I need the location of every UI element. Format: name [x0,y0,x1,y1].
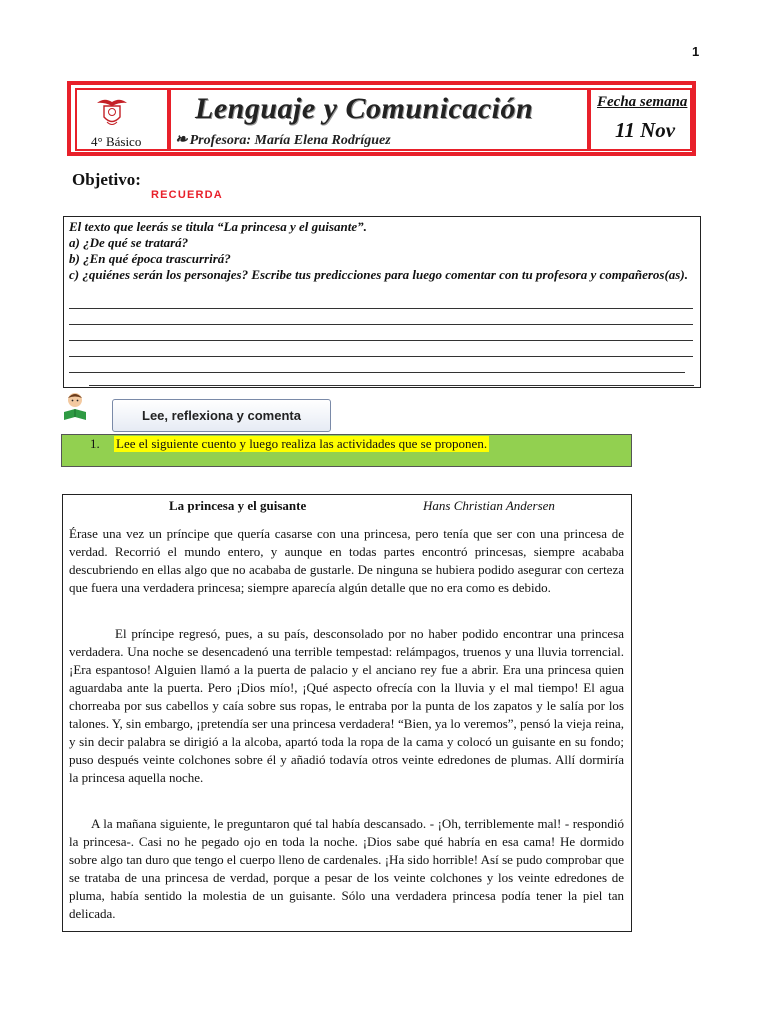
answer-line[interactable] [69,308,693,309]
section-title: Lee, reflexiona y comenta [142,408,301,423]
date-panel [589,88,692,151]
answer-line[interactable] [89,385,694,386]
grade-label: 4° Básico [91,134,142,149]
recuerda-note: RECUERDA [151,189,223,201]
question-a: a) ¿De qué se tratará? [69,235,189,250]
answer-line[interactable] [69,372,685,373]
task-number: 1. [90,436,100,451]
answer-line[interactable] [69,340,693,341]
flourish-icon: ❧ [175,132,188,148]
answer-line[interactable] [69,324,693,325]
subject-panel [169,88,589,151]
story-paragraph: El príncipe regresó, pues, a su país, desconsolado por no haber podido encontrar una princesa verdadera. Una noche se desencadenó una terrible tempestad: relámpagos, truenos y una lluvia torrencial. ¡Era espantoso! Alguien llamó a la puerta de palacio y el anciano rey fue a abrir. Era una princesa quien aguardaba ante la puerta. Pero ¡Dios mío!, ¡Qué aspecto ofrecía con la lluvia y el mal tiempo! El agua chorreaba por sus cabellos y caía sobre sus ropas, le entraba por la punta de los zapatos y le salía por los talones. Y, sin embargo, ¡pretendía ser una princesa verdadera! “Bien, ya lo veremos”, pensó la vieja reina, y sin decir palabra se dirigió a la alcoba, apartó toda la ropa de la cama y colocó un guisante en su fondo; puso después veinte colchones sobre él y añadió todavía otros veinte edredones de plumas. Allí dormiría la princesa aquella noche. [69,626,624,785]
answer-line[interactable] [69,356,693,357]
story-title: La princesa y el guisante [169,498,307,513]
subject-title: Lenguaje y Comunicación [195,92,534,125]
week-label: Fecha semana [597,94,688,110]
story-box [62,494,632,932]
school-crest-icon [95,95,129,129]
story-paragraph: Érase una vez un príncipe que quería casarse con una princesa, pero tenía que ser con una princesa de verdad. Recorrió el mundo entero, y aunque en todas partes encontró princesas, siempre acababa descubriendo en ellas algo que no acababa de gustarle. De ninguna se hubiera podido asegurar con certeza que fuera una verdadera princesa; siempre aparecía algún detalle que no era como es debido. [69,526,624,595]
question-c: c) ¿quiénes serán los personajes? Escribe tus predicciones para luego comentar con tu profesora y compañeros(as). [69,267,688,282]
grade-panel [75,88,169,151]
task-instruction-bar [61,434,632,467]
question-b: b) ¿En qué época trascurrirá? [69,251,231,266]
objective-label: Objetivo: [72,170,141,189]
teacher-label: Profesora: María Elena Rodríguez [189,133,391,148]
worksheet-header [67,81,696,156]
date-value: 11 Nov [615,118,676,142]
question-list [69,219,693,283]
task-text: Lee el siguiente cuento y luego realiza las actividades que se proponen. [116,436,488,451]
page-number: 1 [692,44,700,59]
question-intro: El texto que leerás se titula “La princesa y el guisante”. [69,219,367,234]
prediction-questions-box [63,216,701,388]
section-title-box [112,399,331,432]
teacher-name [175,130,391,149]
story-author: Hans Christian Andersen [423,498,555,513]
reading-child-icon [60,390,90,422]
story-paragraph: A la mañana siguiente, le preguntaron qué tal había descansado. - ¡Oh, terriblemente mal! - respondió la princesa-. Casi no he pegado ojo en toda la noche. ¡Dios sabe qué habría en esa cama! He dormido sobre algo tan duro que tengo el cuerpo lleno de cardenales. ¡Ha sido horrible! Así se pudo comprobar que se trataba de una princesa de verdad, porque a pesar de los veinte colchones y los veinte edredones de pluma, había sentido la molestia de un guisante. Sólo una verdadera princesa podía tener la piel tan delicada. [69,816,624,921]
